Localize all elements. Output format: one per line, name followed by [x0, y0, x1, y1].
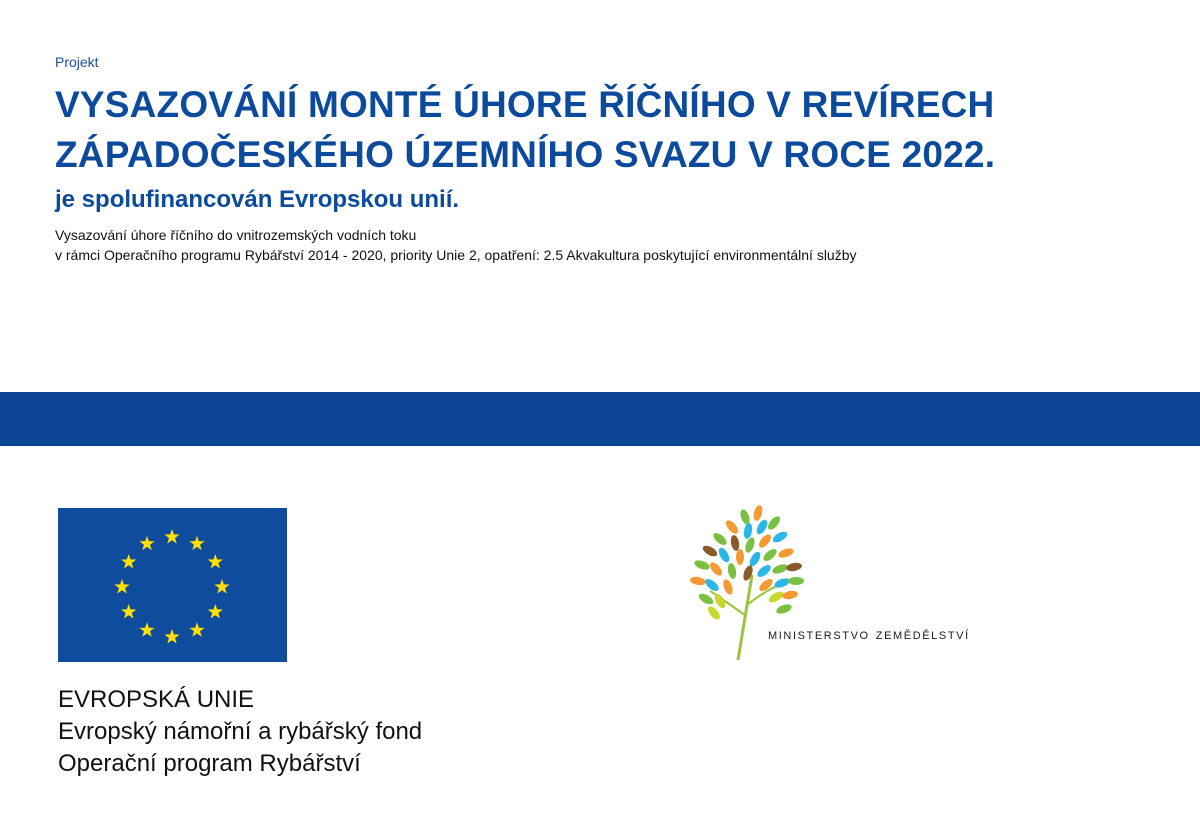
tree-leaf-icon [785, 562, 802, 573]
tree-leaf-icon [708, 560, 724, 577]
tree-leaf-icon [727, 562, 738, 579]
eu-fund-name: Evropský námořní a rybářský fond [58, 718, 423, 745]
tree-leaf-icon [736, 549, 744, 565]
eu-programme-name: Operační program Rybářství [58, 750, 361, 777]
tree-leaf-icon [767, 590, 785, 605]
tree-leaf-icon [703, 577, 720, 593]
tree-leaf-icon [744, 536, 757, 554]
project-description [55, 225, 1175, 265]
tree-leaf-icon [693, 559, 711, 572]
tree-leaf-icon [743, 522, 754, 539]
eu-flag-icon [58, 508, 287, 662]
tree-leaf-icon [771, 530, 789, 545]
description-line2: v rámci Operačního programu Rybářství 2014 - 2020, priority Unie 2, opatření: 2.5 Akvakultura poskytující environmentální služby [55, 247, 857, 263]
tree-leaf-icon [777, 547, 795, 560]
tree-leaf-icon [757, 532, 773, 549]
project-title-line1: VYSAZOVÁNÍ MONTÉ ÚHORE ŘÍČNÍHO V REVÍRECH [55, 84, 995, 125]
eu-caption [58, 684, 422, 780]
tree-leaf-icon [730, 534, 741, 551]
project-subtitle: je spolufinancován Evropskou unií. [55, 186, 460, 213]
tree-leaf-icon [775, 603, 793, 616]
tree-leaf-icon [755, 563, 772, 579]
project-title-line2: ZÁPADOČESKÉHO ÚZEMNÍHO SVAZU V ROCE 2022. [55, 134, 996, 175]
project-header [55, 54, 1175, 265]
tree-leaf-icon [788, 577, 804, 585]
description-line1: Vysazování úhore říčního do vnitrozemských vodních toku [55, 227, 417, 243]
tree-leaf-icon [706, 604, 722, 621]
tree-leaf-icon [761, 547, 778, 563]
tree-leaf-icon [690, 576, 707, 587]
tree-leaf-icon [781, 590, 798, 601]
tree-leaf-icon [697, 592, 715, 607]
tree-leaf-icon [717, 546, 732, 564]
tree-leaf-icon [724, 518, 740, 535]
tree-leaf-icon [711, 531, 728, 547]
tree-leaf-icon [701, 544, 719, 559]
blue-band-divider [0, 392, 1200, 446]
eu-title: EVROPSKÁ UNIE [58, 686, 255, 713]
tree-leaf-icon [771, 563, 789, 576]
project-title [55, 80, 1175, 180]
tree-leaf-icon [748, 550, 763, 568]
ministry-name: ministerstvo zemědělství [768, 626, 970, 643]
project-kicker: Projekt [55, 54, 99, 70]
tree-leaf-icon [766, 514, 782, 531]
tree-leaf-icon [752, 505, 764, 522]
tree-leaf-icon [722, 578, 735, 596]
